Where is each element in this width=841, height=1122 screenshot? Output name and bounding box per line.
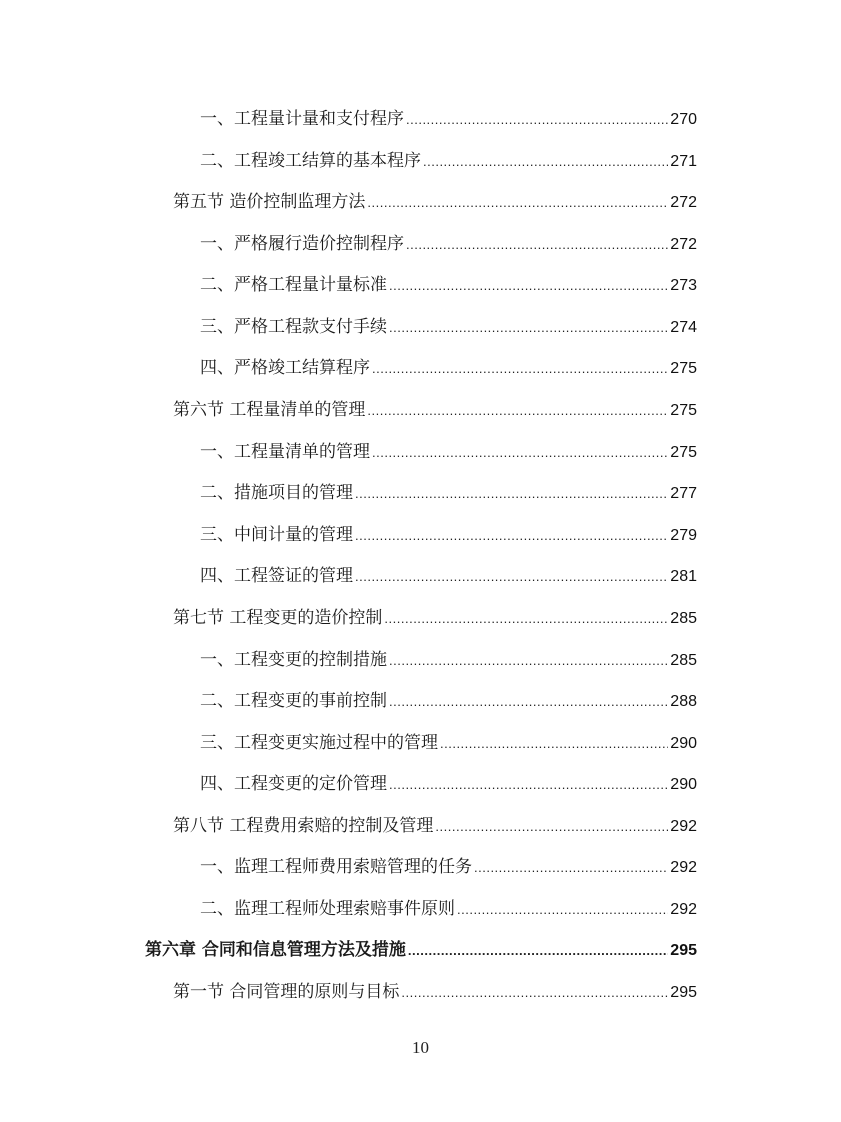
- toc-entry-title: 三、中间计量的管理: [200, 525, 353, 545]
- toc-entry-title: 第七节 工程变更的造价控制: [173, 608, 383, 628]
- toc-dot-leader: [372, 354, 668, 384]
- toc-dot-leader: [389, 271, 668, 301]
- toc-entry-section[interactable]: [173, 977, 697, 1007]
- toc-entry-page: 270: [670, 111, 697, 128]
- page-number: 10: [412, 1038, 429, 1057]
- toc-dot-leader: [367, 396, 668, 426]
- toc-entry-page: 271: [670, 153, 697, 170]
- toc-entry-title: 四、工程变更的定价管理: [200, 774, 387, 794]
- toc-entry[interactable]: [200, 478, 697, 508]
- toc-entry-title: 二、监理工程师处理索赔事件原则: [200, 899, 455, 919]
- toc-entry-page: 274: [670, 319, 697, 336]
- toc-entry-title: 第六章 合同和信息管理方法及措施: [145, 940, 406, 960]
- toc-entry-page: 275: [670, 360, 697, 377]
- toc-dot-leader: [355, 562, 668, 592]
- toc-dot-leader: [389, 646, 668, 676]
- toc-entry-page: 285: [670, 652, 697, 669]
- toc-entry-page: 285: [670, 610, 697, 627]
- toc-entry-title: 第五节 造价控制监理方法: [173, 192, 366, 212]
- toc-entry[interactable]: [200, 312, 697, 342]
- toc-dot-leader: [355, 479, 668, 509]
- toc-entry-title: 一、工程量清单的管理: [200, 442, 370, 462]
- toc-dot-leader: [423, 147, 668, 177]
- toc-entry-title: 三、严格工程款支付手续: [200, 317, 387, 337]
- toc-entry-title: 一、工程量计量和支付程序: [200, 109, 404, 129]
- toc-dot-leader: [401, 978, 668, 1008]
- toc-entry-page: 275: [670, 444, 697, 461]
- toc-dot-leader: [457, 895, 668, 925]
- toc-entry-page: 275: [670, 402, 697, 419]
- toc-entry-page: 272: [670, 236, 697, 253]
- toc-entry-page: 277: [670, 485, 697, 502]
- toc-entry-page: 272: [670, 194, 697, 211]
- toc-dot-leader: [389, 313, 668, 343]
- toc-entry[interactable]: [200, 769, 697, 799]
- toc-dot-leader: [474, 853, 668, 883]
- toc-entry-title: 二、措施项目的管理: [200, 483, 353, 503]
- toc-entry-section[interactable]: [173, 187, 697, 217]
- toc-entry[interactable]: [200, 229, 697, 259]
- toc-entry-title: 二、严格工程量计量标准: [200, 275, 387, 295]
- toc-entry-title: 四、严格竣工结算程序: [200, 358, 370, 378]
- toc-dot-leader: [384, 604, 668, 634]
- toc-entry[interactable]: [200, 270, 697, 300]
- toc-entry-page: 290: [670, 735, 697, 752]
- toc-entry-section[interactable]: [173, 603, 697, 633]
- toc-entry-title: 一、监理工程师费用索赔管理的任务: [200, 857, 472, 877]
- toc-entry-title: 二、工程变更的事前控制: [200, 691, 387, 711]
- toc-dot-leader: [406, 105, 668, 135]
- toc-entry-page: 273: [670, 277, 697, 294]
- toc-dot-leader: [372, 438, 668, 468]
- toc-dot-leader: [408, 936, 668, 966]
- toc-entry-chapter[interactable]: [145, 935, 697, 965]
- toc-dot-leader: [440, 729, 668, 759]
- toc-entry[interactable]: [200, 894, 697, 924]
- toc-entry-section[interactable]: [173, 811, 697, 841]
- toc-entry-page: 292: [670, 859, 697, 876]
- toc-entry-page: 295: [670, 984, 697, 1001]
- toc-dot-leader: [367, 188, 668, 218]
- toc-entry[interactable]: [200, 561, 697, 591]
- toc-entry-title: 第一节 合同管理的原则与目标: [173, 982, 400, 1002]
- toc-entry[interactable]: [200, 645, 697, 675]
- toc-entry-page: 292: [670, 818, 697, 835]
- toc-dot-leader: [389, 687, 668, 717]
- toc-entry-section[interactable]: [173, 395, 697, 425]
- toc-entry-page: 295: [670, 942, 697, 959]
- toc-entry[interactable]: [200, 104, 697, 134]
- toc-entry-page: 292: [670, 901, 697, 918]
- toc-entry-title: 三、工程变更实施过程中的管理: [200, 733, 438, 753]
- toc-entry-title: 第八节 工程费用索赔的控制及管理: [173, 816, 434, 836]
- toc-entry-title: 第六节 工程量清单的管理: [173, 400, 366, 420]
- toc-entry-page: 290: [670, 776, 697, 793]
- toc-dot-leader: [389, 770, 668, 800]
- toc-dot-leader: [355, 521, 668, 551]
- toc-entry[interactable]: [200, 437, 697, 467]
- toc-entry[interactable]: [200, 852, 697, 882]
- toc-entry-title: 一、工程变更的控制措施: [200, 650, 387, 670]
- toc-entry-title: 四、工程签证的管理: [200, 566, 353, 586]
- toc-dot-leader: [406, 230, 668, 260]
- toc-entry-title: 一、严格履行造价控制程序: [200, 234, 404, 254]
- toc-entry[interactable]: [200, 686, 697, 716]
- toc-entry[interactable]: [200, 728, 697, 758]
- toc-entry[interactable]: [200, 520, 697, 550]
- toc-entry-page: 281: [670, 568, 697, 585]
- toc-entry-page: 288: [670, 693, 697, 710]
- toc-entry-title: 二、工程竣工结算的基本程序: [200, 151, 421, 171]
- toc-entry-page: 279: [670, 527, 697, 544]
- toc-entry[interactable]: [200, 146, 697, 176]
- toc-entry[interactable]: [200, 353, 697, 383]
- toc-dot-leader: [435, 812, 668, 842]
